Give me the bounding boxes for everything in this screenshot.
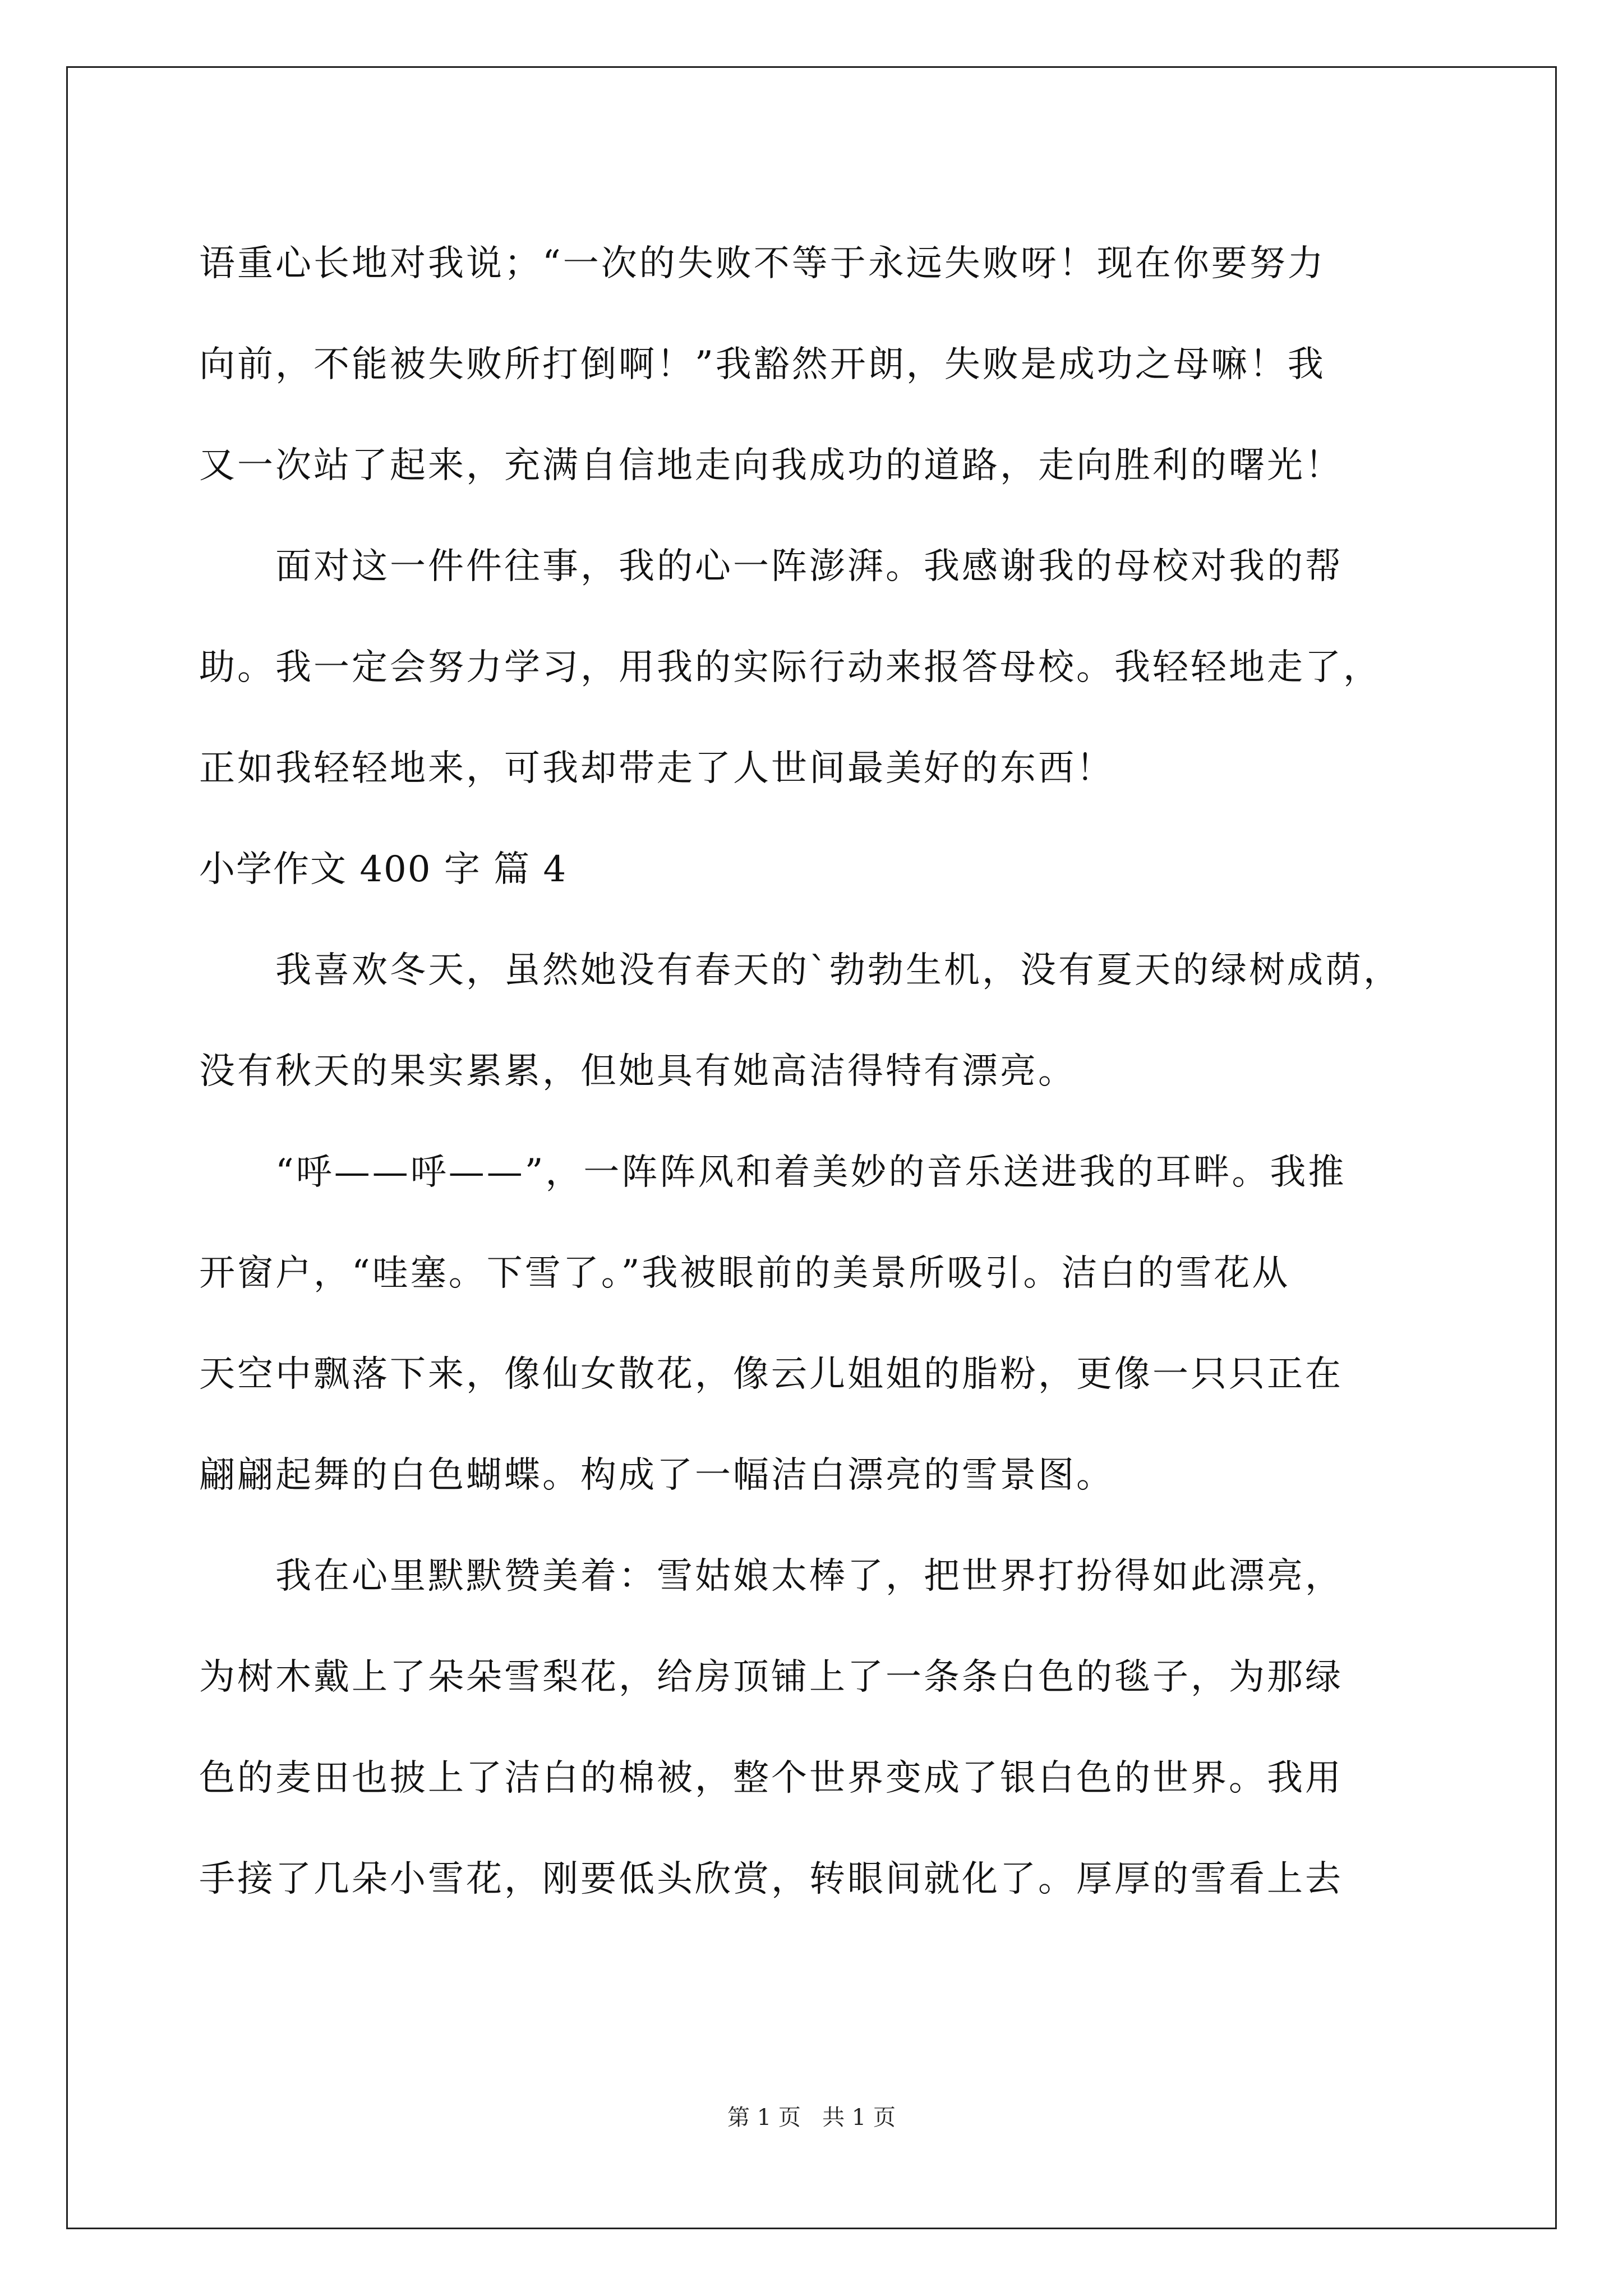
text-line: 语重心长地对我说；“一次的失败不等于永远失败呀！现在你要努力 bbox=[199, 243, 1326, 284]
text-line: 向前，不能被失败所打倒啊！”我豁然开朗，失败是成功之母嘛！我 bbox=[199, 344, 1326, 385]
text-line: 我在心里默默赞美着：雪姑娘太棒了，把世界打扮得如此漂亮， bbox=[199, 1556, 1343, 1597]
text-line: 天空中飘落下来，像仙女散花，像云儿姐姐的脂粉，更像一只只正在 bbox=[199, 1354, 1343, 1395]
text-line: 开窗户，“哇塞。下雪了。”我被眼前的美景所吸引。洁白的雪花从 bbox=[199, 1253, 1290, 1294]
document-body bbox=[199, 213, 1433, 1930]
text-line: “呼——呼——”，一阵阵风和着美妙的音乐送进我的耳畔。我推 bbox=[199, 1152, 1347, 1193]
text-line: 面对这一件件往事，我的心一阵澎湃。我感谢我的母校对我的帮 bbox=[199, 546, 1343, 587]
page-total: 共 1 页 bbox=[822, 2105, 896, 2131]
text-line: 助。我一定会努力学习，用我的实际行动来报答母校。我轻轻地走了， bbox=[199, 647, 1381, 688]
section-heading: 小学作文 400 字 篇 4 bbox=[199, 849, 568, 890]
text-line: 色的麦田也披上了洁白的棉被，整个世界变成了银白色的世界。我用 bbox=[199, 1757, 1343, 1799]
text-line: 手接了几朵小雪花，刚要低头欣赏，转眼间就化了。厚厚的雪看上去 bbox=[199, 1858, 1343, 1900]
text-line: 我喜欢冬天，虽然她没有春天的`勃勃生机，没有夏天的绿树成荫， bbox=[199, 950, 1401, 991]
text-line: 正如我轻轻地来，可我却带走了人世间最美好的东西！ bbox=[199, 748, 1114, 789]
text-line: 没有秋天的果实累累，但她具有她高洁得特有漂亮。 bbox=[199, 1051, 1076, 1092]
page-number: 第 1 页 bbox=[727, 2105, 801, 2131]
page-footer bbox=[0, 2101, 1623, 2134]
text-line: 又一次站了起来，充满自信地走向我成功的道路，走向胜利的曙光！ bbox=[199, 445, 1343, 486]
text-line: 翩翩起舞的白色蝴蝶。构成了一幅洁白漂亮的雪景图。 bbox=[199, 1455, 1114, 1496]
text-line: 为树木戴上了朵朵雪梨花，给房顶铺上了一条条白色的毯子，为那绿 bbox=[199, 1657, 1343, 1698]
